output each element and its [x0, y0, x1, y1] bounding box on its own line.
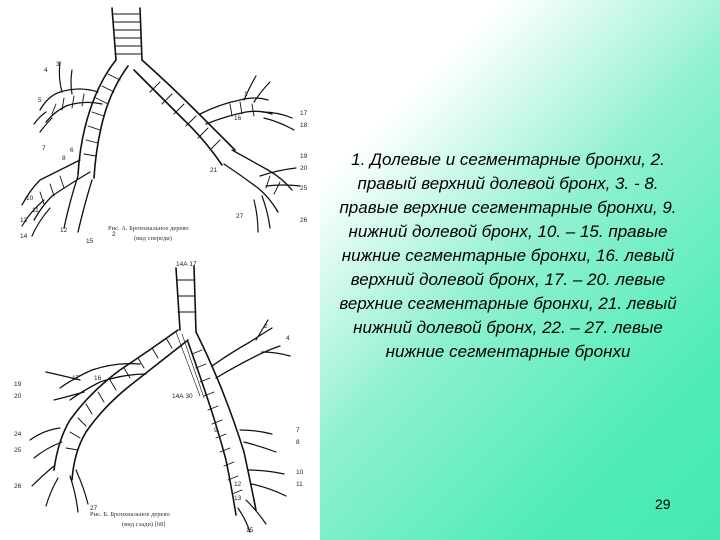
bottom-figure-caption-2: (вид сзади) [68] [122, 521, 166, 528]
label-25: 25 [300, 185, 308, 192]
label-11: 11 [32, 207, 39, 214]
label-14a-17: 14А 17 [176, 261, 197, 268]
label-18: 18 [300, 122, 308, 129]
label-27: 27 [236, 213, 244, 220]
bottom-tree-outline [30, 266, 290, 532]
label-16: 16 [234, 115, 242, 122]
label-10: 10 [26, 195, 34, 202]
label-20: 20 [300, 165, 308, 172]
top-figure-caption-1: Рис. А. Бронхиальное дерево [108, 225, 189, 232]
label-5: 5 [38, 97, 42, 104]
label-19: 19 [300, 153, 308, 160]
label-b7: 7 [296, 427, 300, 434]
label-b13: 13 [234, 495, 242, 502]
label-b26: 26 [14, 483, 22, 490]
label-13: 13 [20, 217, 28, 224]
label-b24: 24 [14, 431, 22, 438]
page-number: 29 [655, 496, 671, 512]
label-1: 1 [244, 91, 248, 98]
label-7: 7 [42, 145, 46, 152]
label-21: 21 [210, 167, 218, 174]
bronchial-tree-figure [0, 0, 320, 540]
label-6: 6 [70, 147, 74, 154]
label-b20: 20 [14, 393, 22, 400]
label-b12: 12 [234, 481, 242, 488]
label-15: 15 [86, 238, 94, 245]
top-tree-outline [22, 8, 300, 236]
slide-caption-text: 1. Долевые и сегментарные бронхи, 2. правый верхний долевой бронх, 3. - 8. правые верхние сегментарные бронхи, 9. нижний долевой бронх, 10. – 15. правые нижние сегментарные бронхи, 16. левый верхний долевой бронх, 17. – 20. левые верхние сегментарные бронхи, 21. левый нижний долевой бронх, 22. – 27. левые нижние сегментарные бронхи [339, 150, 677, 361]
label-b19: 19 [14, 381, 22, 388]
label-b15: 15 [246, 527, 254, 534]
label-b4: 4 [286, 335, 290, 342]
bottom-figure-caption-1: Рис. Б. Бронхиальное дерево [90, 511, 170, 518]
label-2: 2 [112, 231, 116, 238]
label-b27: 27 [90, 505, 98, 512]
label-b9: 9 [214, 427, 218, 434]
label-b25: 25 [14, 447, 22, 454]
top-figure-caption-2: (вид спереди) [134, 235, 172, 242]
label-17: 17 [300, 110, 308, 117]
bottom-tree-labels [14, 261, 304, 534]
label-b17: 17 [72, 375, 80, 382]
label-b10: 10 [296, 469, 304, 476]
label-4: 4 [44, 67, 48, 74]
label-b11: 11 [296, 481, 303, 488]
label-12: 12 [60, 227, 68, 234]
label-3: 3 [56, 61, 60, 68]
label-26: 26 [300, 217, 308, 224]
bronchial-tree-drawing [0, 0, 320, 540]
label-8: 8 [62, 155, 66, 162]
label-b2: 2 [264, 323, 268, 330]
label-b16: 16 [94, 375, 102, 382]
label-b8: 8 [296, 439, 300, 446]
label-14: 14 [20, 233, 28, 240]
label-14a-30: 14А 30 [172, 393, 193, 400]
